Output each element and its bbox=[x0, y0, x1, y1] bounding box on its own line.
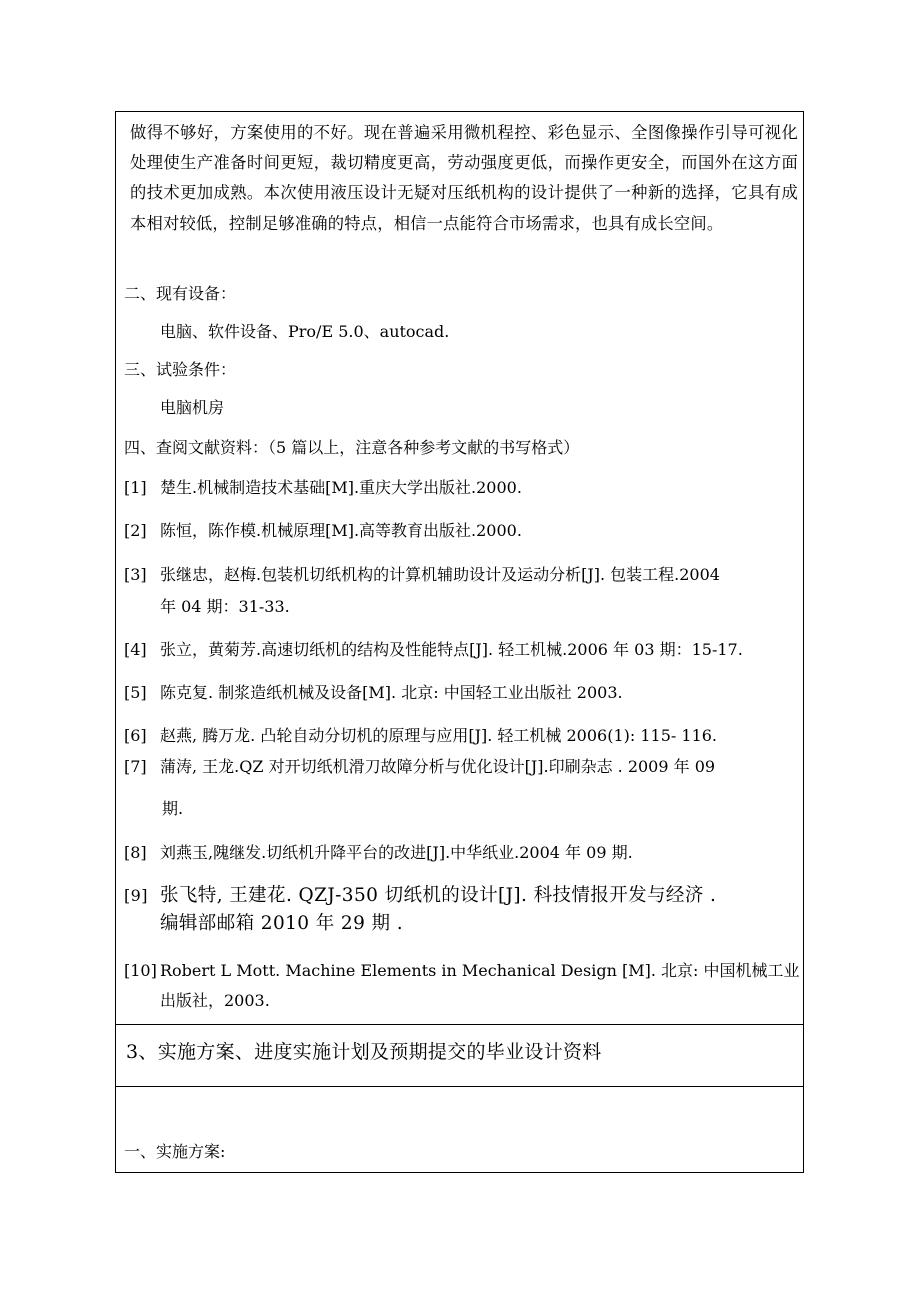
reference-item bbox=[124, 882, 804, 938]
reference-item bbox=[124, 640, 804, 660]
reference-item bbox=[124, 478, 804, 498]
reference-number: [9] bbox=[124, 886, 148, 905]
reference-number: [10] bbox=[124, 961, 157, 980]
conditions-heading: 三、试验条件： bbox=[124, 360, 237, 379]
reference-item bbox=[124, 961, 804, 1011]
reference-text-cont: 年 04 期：31-33. bbox=[160, 597, 290, 616]
conditions-text: 电脑机房 bbox=[160, 398, 225, 417]
reference-item bbox=[124, 726, 804, 746]
reference-text: 刘燕玉,隗继发.切纸机升降平台的改进[J].中华纸业.2004 年 09 期. bbox=[160, 843, 633, 862]
reference-item bbox=[124, 683, 804, 703]
reference-number: [3] bbox=[124, 565, 147, 584]
reference-text: 陈克复. 制浆造纸机械及设备[M]. 北京: 中国轻工业出版社 2003. bbox=[160, 683, 623, 702]
reference-number: [8] bbox=[124, 843, 147, 862]
reference-item bbox=[124, 521, 804, 541]
equipment-text: 电脑、软件设备、Pro/E 5.0、autocad. bbox=[160, 322, 450, 341]
reference-text: 张立，黄菊芳.高速切纸机的结构及性能特点[J]. 轻工机械.2006 年 03 期：15-17. bbox=[160, 640, 743, 659]
reference-text: 赵燕, 腾万龙. 凸轮自动分切机的原理与应用[J]. 轻工机械 2006(1): 115- 116. bbox=[160, 726, 718, 745]
reference-item bbox=[124, 565, 804, 617]
reference-text: 楚生.机械制造技术基础[M].重庆大学出版社.2000. bbox=[160, 478, 522, 497]
reference-item bbox=[124, 843, 804, 863]
reference-text: 蒲涛, 王龙.QZ 对开切纸机滑刀故障分析与优化设计[J].印刷杂志 . 2009 年 09 bbox=[160, 757, 716, 776]
reference-number: [4] bbox=[124, 640, 147, 659]
reference-text: 张继忠，赵梅.包装机切纸机构的计算机辅助设计及运动分析[J]. 包装工程.2004 bbox=[160, 565, 720, 584]
equipment-heading: 二、现有设备： bbox=[124, 284, 237, 303]
references-heading: 四、查阅文献资料：（5 篇以上，注意各种参考文献的书写格式） bbox=[124, 438, 580, 457]
references-cell bbox=[116, 112, 803, 1025]
form-table bbox=[115, 111, 804, 1173]
reference-text-cont: 期. bbox=[162, 799, 184, 818]
intro-paragraph: 做得不够好，方案使用的不好。现在普遍采用微机程控、彩色显示、全图像操作引导可视化处理使生产准备时间更短，裁切精度更高，劳动强度更低，而操作更安全，而国外在这方面的技术更加成熟。本次使用液压设计无疑对压纸机构的设计提供了一种新的选择，它具有成本相对较低，控制足够准确的特点，相信一点能符合市场需求，也具有成长空间。 bbox=[130, 123, 798, 233]
plan-cell bbox=[116, 1087, 803, 1172]
section-title-cell bbox=[116, 1025, 803, 1087]
reference-text-cont: 出版社，2003. bbox=[160, 991, 270, 1010]
reference-number: [1] bbox=[124, 478, 147, 497]
section-title: 3、实施方案、进度实施计划及预期提交的毕业设计资料 bbox=[126, 1041, 602, 1063]
reference-number: [2] bbox=[124, 521, 147, 540]
reference-number: [6] bbox=[124, 726, 147, 745]
reference-text: 陈恒，陈作模.机械原理[M].高等教育出版社.2000. bbox=[160, 521, 522, 540]
reference-number: [7] bbox=[124, 757, 147, 776]
plan-heading: 一、实施方案: bbox=[124, 1142, 226, 1161]
reference-text: Robert L Mott. Machine Elements in Mechanical Design [M]. 北京: 中国机械工业 bbox=[160, 961, 800, 980]
reference-item bbox=[124, 757, 804, 819]
reference-text: 张飞特, 王建花. QZJ-350 切纸机的设计[J]. 科技情报开发与经济 . bbox=[160, 885, 717, 906]
reference-number: [5] bbox=[124, 683, 147, 702]
reference-text-cont: 编辑部邮箱 2010 年 29 期 . bbox=[160, 913, 404, 934]
